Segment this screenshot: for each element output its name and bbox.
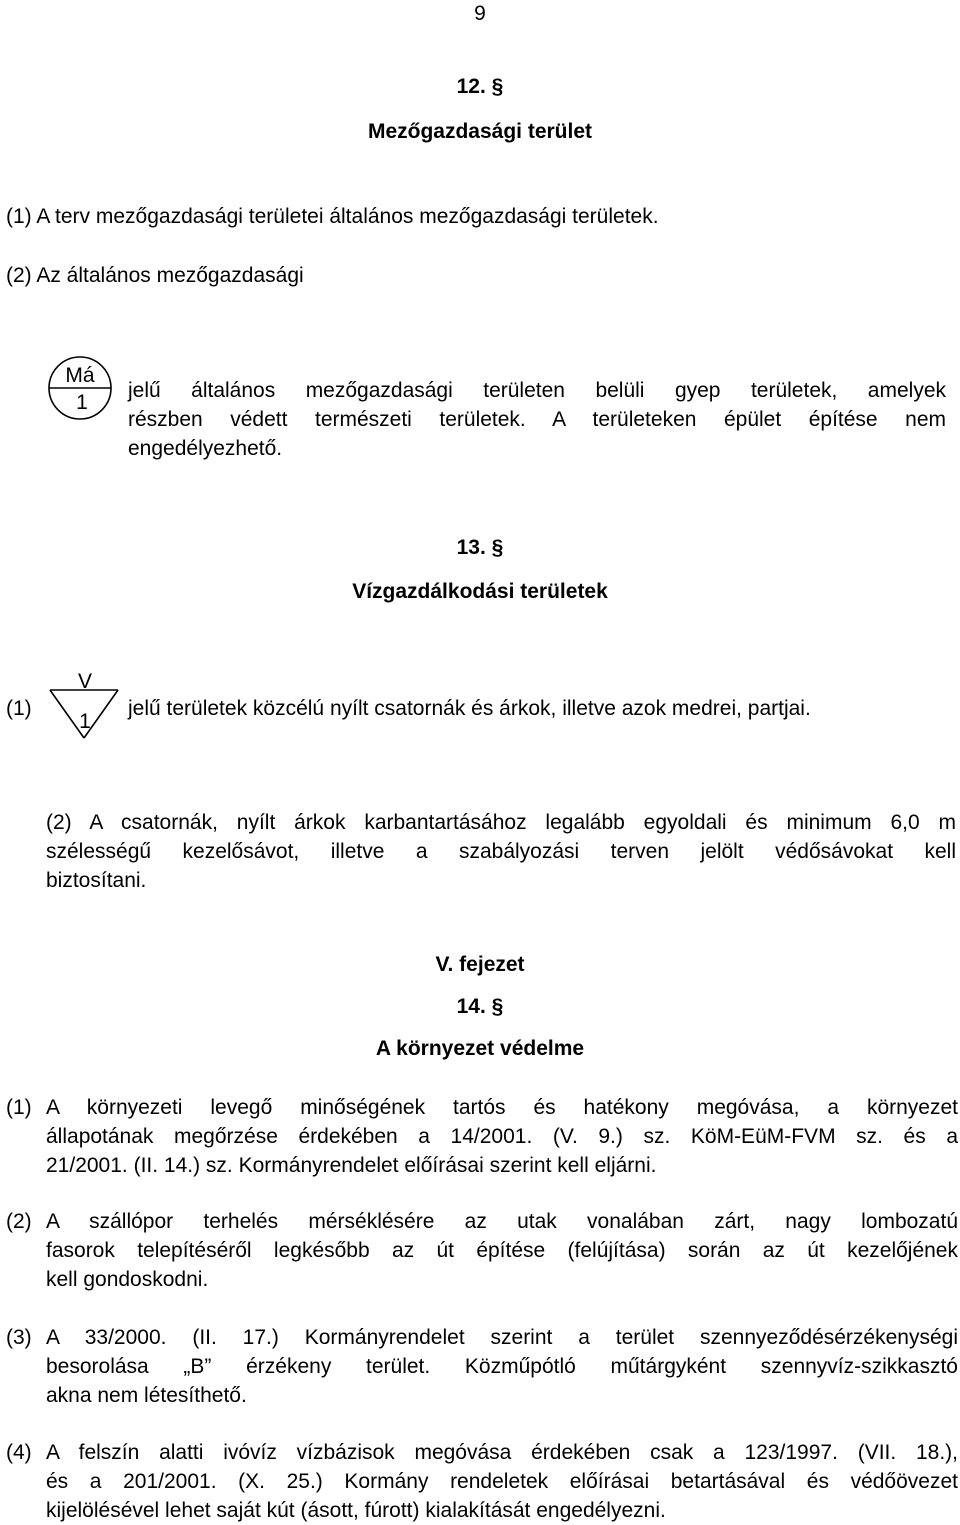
section-13-title: Vízgazdálkodási területek xyxy=(352,580,608,603)
zone-code-top: V xyxy=(77,672,93,693)
section-12-title: Mezőgazdasági terület xyxy=(367,120,593,143)
sec14-paragraph-4: (4) A felszín alatti ivóvíz vízbázisok megóvása érdekében csak a 123/1997. (VII. 18.), és a 201/2001. (X. 25.) Kormány rendeletek előírásai betartásával és védőövezet kijelölésével lehet saját kút (ásott, fúrott) kialakítását engedélyezni. xyxy=(6,1441,958,1522)
section-number: 13. xyxy=(456,536,486,559)
section-12-heading xyxy=(0,75,960,99)
sec14-paragraph-2: (2) A szállópor terhelés mérséklésére az utak vonalában zárt, nagy lombozatú fasorok telepítéséről legkésőbb az út építése (felújítása) során az út kezelőjének kell gondoskodni. xyxy=(6,1210,958,1291)
zone-code-top: Má xyxy=(65,364,95,387)
zone-code-bottom: 1 xyxy=(79,710,91,733)
page-number: 9 xyxy=(474,2,486,25)
sec13-paragraph-1-text: jelű területek közcélú nyílt csatornák és árkok, illetve azok medrei, partjai. xyxy=(128,697,811,720)
chapter-title: V. fejezet xyxy=(435,953,525,976)
sec12-paragraph-1: (1) A terv mezőgazdasági területei általános mezőgazdasági területek. xyxy=(6,205,659,228)
zone-symbol-v1 xyxy=(48,672,120,740)
sec14-paragraph-1: (1) A környezeti levegő minőségének tartós és hatékony megóvása, a környezet állapotának megőrzése érdekében a 14/2001. (V. 9.) sz. KöM-EüM-FVM sz. és a 21/2001. (II. 14.) sz. Kormányrendelet előírásai szerint kell eljárni. xyxy=(6,1096,958,1177)
section-number: 12. xyxy=(456,75,486,98)
section-14-heading xyxy=(0,995,960,1019)
zone-symbol-ma1 xyxy=(47,355,113,421)
sec12-zone-text: jelű általános mezőgazdasági területen belüli gyep területek, amelyek részben védett természeti területek. A területeken épület építése nem engedélyezhető. xyxy=(128,379,946,460)
section-14-title: A környezet védelme xyxy=(375,1037,585,1060)
sec14-paragraph-3: (3) A 33/2000. (II. 17.) Kormányrendelet szerint a terület szennyeződésérzékenységi besorolása „B” érzékeny terület. Közműpótló műtárgyként szennyvíz-szikkasztó akna nem létesíthető. xyxy=(6,1326,958,1407)
section-symbol: § xyxy=(491,75,504,98)
zone-code-bottom: 1 xyxy=(76,391,88,414)
section-symbol: § xyxy=(491,995,504,1018)
sec13-paragraph-1-lead: (1) xyxy=(6,697,32,720)
section-13-heading xyxy=(0,536,960,560)
sec13-paragraph-2: (2) A csatornák, nyílt árkok karbantartásához legalább egyoldali és minimum 6,0 m szélességű kezelősávot, illetve a szabályozási terven jelölt védősávokat kell biztosítani. xyxy=(46,811,956,892)
section-number: 14. xyxy=(456,995,486,1018)
sec12-paragraph-2: (2) Az általános mezőgazdasági xyxy=(6,264,304,287)
section-symbol: § xyxy=(491,536,504,559)
